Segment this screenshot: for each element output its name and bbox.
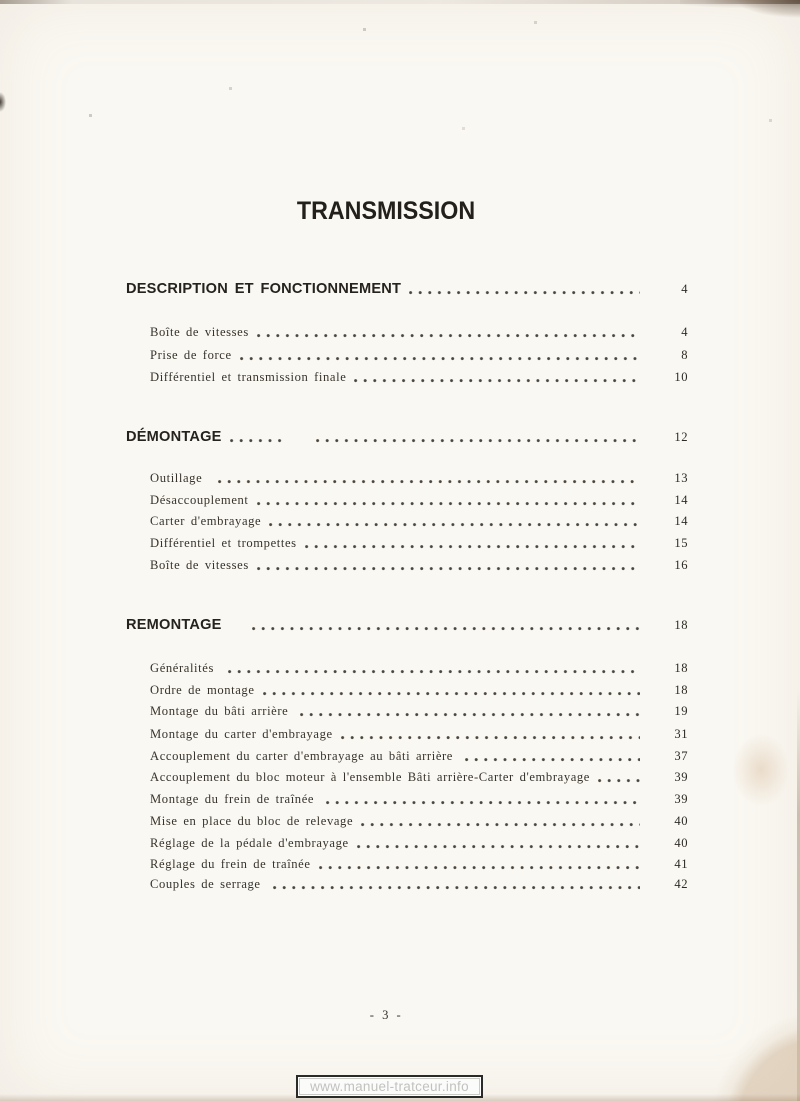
dot-leader [269,523,640,527]
dot-leader [228,670,640,674]
toc-item-label: Prise de force [150,348,232,362]
page-number: 10 [674,370,688,384]
toc-item-label: Boîte de vitesses [150,325,249,339]
dot-leader [230,439,282,443]
page-number: 42 [674,877,688,891]
dot-leader [252,627,640,631]
toc-heading-row [126,617,688,633]
toc-item-row [150,558,688,573]
dot-leader [341,736,640,740]
toc-item-row [150,727,688,742]
toc-item-row [150,704,688,719]
toc-heading-label: REMONTAGE [126,617,222,633]
page-number: 14 [674,493,688,507]
toc-item-label: Généralités [150,661,214,675]
scan-artifact-top-right-corner [680,0,800,62]
scan-artifact-right-smudge [732,733,790,807]
dot-leader [257,334,640,338]
dot-leader [361,823,640,827]
dot-leader [305,545,640,549]
toc-item-row [150,493,688,508]
toc-item-row [150,325,688,340]
toc-item-label: Outillage [150,471,203,485]
page-number: 18 [674,661,688,675]
toc-item-label: Différentiel et transmission finale [150,370,347,384]
dot-leader [319,866,640,870]
dot-leader [300,713,640,717]
toc-item-row [150,770,688,785]
page-number: 40 [674,814,688,828]
toc-item-label: Réglage de la pédale d'embrayage [150,836,349,850]
toc-item-row [150,536,688,551]
toc-heading-row [126,429,688,445]
toc-item-label: Désaccouplement [150,493,249,507]
page-number: 39 [674,770,688,784]
dot-leader [263,692,640,696]
page-number: 4 [681,325,688,339]
page-number: 13 [674,471,688,485]
toc-item-row [150,792,688,807]
toc-item-label: Couples de serrage [150,877,261,891]
page-number: 12 [674,430,688,444]
page-number: 41 [674,857,688,871]
page-number: 31 [674,727,688,741]
page-number: 4 [681,282,688,296]
scan-artifact-left-blob [0,92,6,112]
page-number: 14 [674,514,688,528]
watermark-box [296,1075,483,1098]
toc-item-label: Montage du frein de traînée [150,792,315,806]
page-number: 18 [674,618,688,632]
toc-item-row [150,683,688,698]
toc-heading-label: DÉMONTAGE [126,429,222,445]
toc-item-label: Mise en place du bloc de relevage [150,814,354,828]
toc-item-row [150,661,688,676]
dot-leader [257,502,640,506]
page-number: 19 [674,704,688,718]
dot-leader [357,845,640,849]
dot-leader [273,886,640,890]
dot-leader [257,567,640,571]
scan-artifact-bottom-right-curl [665,966,800,1101]
toc-heading-label: DESCRIPTION ET FONCTIONNEMENT [126,281,402,297]
dot-leader [409,291,640,295]
dot-leader [465,758,640,762]
watermark-text: www.manuel-tratceur.info [310,1079,469,1094]
toc-item-label: Réglage du frein de traînée [150,857,311,871]
page-number: 40 [674,836,688,850]
toc-item-label: Accouplement du bloc moteur à l'ensemble Bâti arrière-Carter d'embrayage [150,770,590,784]
toc-item-row [150,514,688,529]
page-number: 37 [674,749,688,763]
scan-artifact-specks [0,0,1,1]
toc-item-row [150,814,688,829]
toc-item-label: Accouplement du carter d'embrayage au bâti arrière [150,749,454,763]
dot-leader [316,439,640,443]
dot-leader [354,379,640,383]
dot-leader [598,779,640,783]
toc-item-label: Montage du carter d'embrayage [150,727,333,741]
toc-item-label: Montage du bâti arrière [150,704,289,718]
toc-item-row [150,857,688,872]
page-number: 16 [674,558,688,572]
toc-item-label: Ordre de montage [150,683,255,697]
toc-heading-row [126,281,688,297]
toc-item-row [150,877,688,892]
dot-leader [218,480,640,484]
dot-leader [326,801,640,805]
toc-item-row [150,471,688,486]
page-number: 39 [674,792,688,806]
page-title: TRANSMISSION [296,197,476,225]
footer-page-number: - 3 - [369,1008,403,1022]
toc-item-row [150,370,688,385]
toc-item-label: Différentiel et trompettes [150,536,297,550]
page-number: 18 [674,683,688,697]
dot-leader [240,357,640,361]
page-number: 8 [681,348,688,362]
toc-item-row [150,836,688,851]
toc-item-row [150,749,688,764]
toc-item-row [150,348,688,363]
page-number: 15 [674,536,688,550]
toc-item-label: Boîte de vitesses [150,558,249,572]
toc-item-label: Carter d'embrayage [150,514,262,528]
